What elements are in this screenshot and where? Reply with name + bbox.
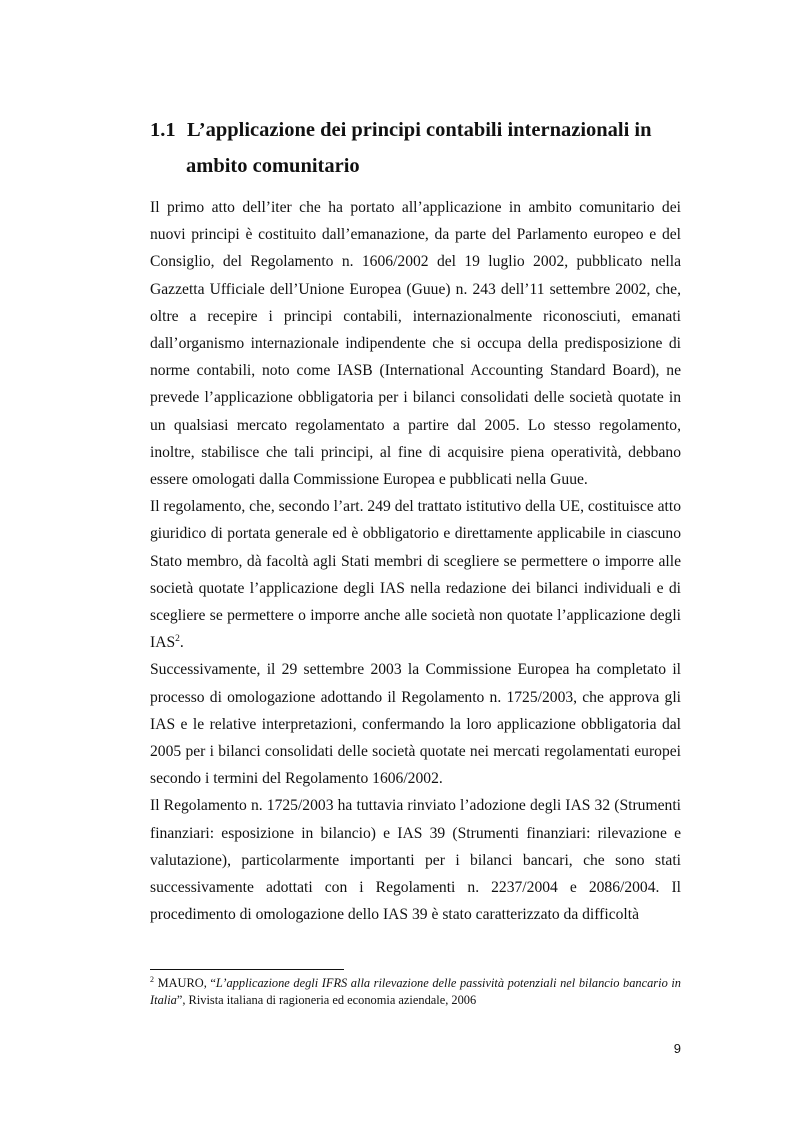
footnote-divider (150, 969, 344, 970)
section-title-line-2: ambito comunitario (186, 155, 360, 177)
footnote-title: L’applicazione degli IFRS alla rilevazione delle passività potenziali nel bilancio bancario in Italia (150, 976, 681, 1007)
footnote-source: ”, Rivista italiana di ragioneria ed economia aziendale, 2006 (176, 993, 477, 1007)
footnote (150, 975, 681, 1009)
paragraph-tail: . (179, 634, 184, 652)
section-number: 1.1 (150, 119, 176, 141)
paragraph: Il Regolamento n. 1725/2003 ha tuttavia rinviato l’adozione degli IAS 32 (Strumenti finanziari: esposizione in bilancio) e IAS 39 (Strumenti finanziari: rilevazione e valutazione), particolarmente importanti per i bilanci bancari, che sono stati successivamente adottati con i Regolamenti n. 2237/2004 e 2086/2004. Il procedimento di omologazione dello IAS 39 è stato caratterizzato da difficoltà (150, 797, 681, 924)
paragraph: Il primo atto dell’iter che ha portato all’applicazione in ambito comunitario dei nuovi principi è costituito dall’emanazione, da parte del Parlamento europeo e del Consiglio, del Regolamento n. 1606/2002 del 19 luglio 2002, pubblicato nella Gazzetta Ufficiale dell’Unione Europea (Guue) n. 243 dell’11 settembre 2002, che, oltre a recepire i principi contabili, internazionalmente riconosciuti, emanati dall’organismo internazionale indipendente che si occupa della predisposizione di norme contabili, noto come IASB (International Accounting Standard Board), ne prevede l’applicazione obbligatoria per i bilanci consolidati delle società quotate in un qualsiasi mercato regolamentato a partire dal 2005. Lo stesso regolamento, inoltre, stabilisce che tali principi, al fine di acquisire piena operatività, debbano essere omologati dalla Commissione Europea e pubblicati nella Guue. (150, 199, 681, 489)
paragraph (150, 493, 681, 656)
page-number: 9 (673, 1041, 681, 1056)
footnote-reference[interactable]: 2 (175, 634, 180, 645)
footnote-number: 2 (150, 974, 154, 984)
body-text (150, 194, 681, 928)
section-title-line-1: L’applicazione dei principi contabili internazionali in (187, 119, 652, 141)
paragraph: Successivamente, il 29 settembre 2003 la Commissione Europea ha completato il processo di omologazione adottando il Regolamento n. 1725/2003, che approva gli IAS e le relative interpretazioni, confermando la loro applicazione obbligatoria dal 2005 per i bilanci consolidati delle società quotate nei mercati regolamentati europei secondo i termini del Regolamento 1606/2002. (150, 661, 681, 788)
footnote-author: MAURO, “ (157, 976, 216, 990)
section-heading (150, 112, 690, 184)
paragraph-text: Il regolamento, che, secondo l’art. 249 del trattato istitutivo della UE, costituisce atto giuridico di portata generale ed è obbligatorio e direttamente applicabile in ciascuno Stato membro, dà facoltà agli Stati membri di scegliere se permettere o imporre alle società quotate l’applicazione degli IAS nella redazione dei bilanci individuali e di scegliere se permettere o imporre anche alle società non quotate l’applicazione degli IAS (150, 498, 681, 652)
